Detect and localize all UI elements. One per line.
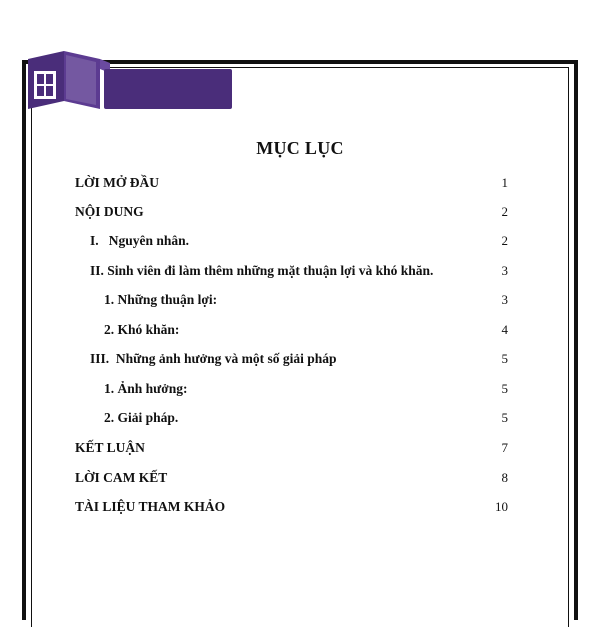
toc-entry-page: 4 bbox=[501, 322, 508, 337]
watermark-logo bbox=[24, 49, 210, 111]
toc-entry bbox=[0, 263, 600, 283]
toc-entry-page: 10 bbox=[495, 499, 508, 514]
logo-banner bbox=[104, 69, 232, 109]
toc-entry bbox=[0, 204, 600, 224]
toc-entry bbox=[0, 410, 600, 430]
toc-entry-page: 5 bbox=[501, 381, 508, 396]
toc-entry bbox=[0, 233, 600, 253]
toc-entry-label: LỜI MỞ ĐẦU bbox=[75, 175, 159, 190]
toc-title: MỤC LỤC bbox=[256, 138, 344, 158]
toc-entry bbox=[0, 322, 600, 342]
toc-entry bbox=[0, 470, 600, 490]
toc-entry bbox=[0, 351, 600, 371]
logo-brand-name: Vietbaocaothue24h bbox=[104, 24, 214, 38]
toc-entry bbox=[0, 440, 600, 460]
logo-tagline: CHẤT LƯỢNG - UY TÍN - BẢO MẬT bbox=[104, 43, 215, 50]
toc-entry-page: 5 bbox=[501, 351, 508, 366]
toc-entry-label: 2. Giải pháp. bbox=[104, 410, 179, 425]
toc-entry bbox=[0, 499, 600, 519]
toc-entry-page: 1 bbox=[501, 175, 508, 190]
toc-entry bbox=[0, 175, 600, 195]
toc-entry bbox=[0, 292, 600, 312]
toc-entry-label: II. Sinh viên đi làm thêm những mặt thuận lợi và khó khăn. bbox=[90, 263, 434, 278]
toc-entry-page: 5 bbox=[501, 410, 508, 425]
toc-entry-label: 1. Những thuận lợi: bbox=[104, 292, 218, 307]
toc-entry-label: I. Nguyên nhân. bbox=[90, 233, 190, 248]
toc-entry-page: 2 bbox=[501, 233, 508, 248]
toc-entry-label: KẾT LUẬN bbox=[75, 440, 145, 455]
toc-entry-label: 1. Ảnh hưởng: bbox=[104, 381, 188, 396]
toc-entry-label: LỜI CAM KẾT bbox=[75, 470, 168, 485]
toc-entry-label: III. Những ảnh hưởng và một số giải pháp bbox=[90, 351, 337, 366]
toc-entry-page: 7 bbox=[501, 440, 508, 455]
toc-entry-label: 2. Khó khăn: bbox=[104, 322, 180, 337]
toc-entry-label: TÀI LIỆU THAM KHẢO bbox=[75, 499, 226, 514]
toc-entry-page: 2 bbox=[501, 204, 508, 219]
toc-entry-label: NỘI DUNG bbox=[75, 204, 144, 219]
toc-entry-page: 3 bbox=[501, 263, 508, 278]
toc-entry bbox=[0, 381, 600, 401]
toc-entry-page: 8 bbox=[501, 470, 508, 485]
toc-entry-page: 3 bbox=[501, 292, 508, 307]
